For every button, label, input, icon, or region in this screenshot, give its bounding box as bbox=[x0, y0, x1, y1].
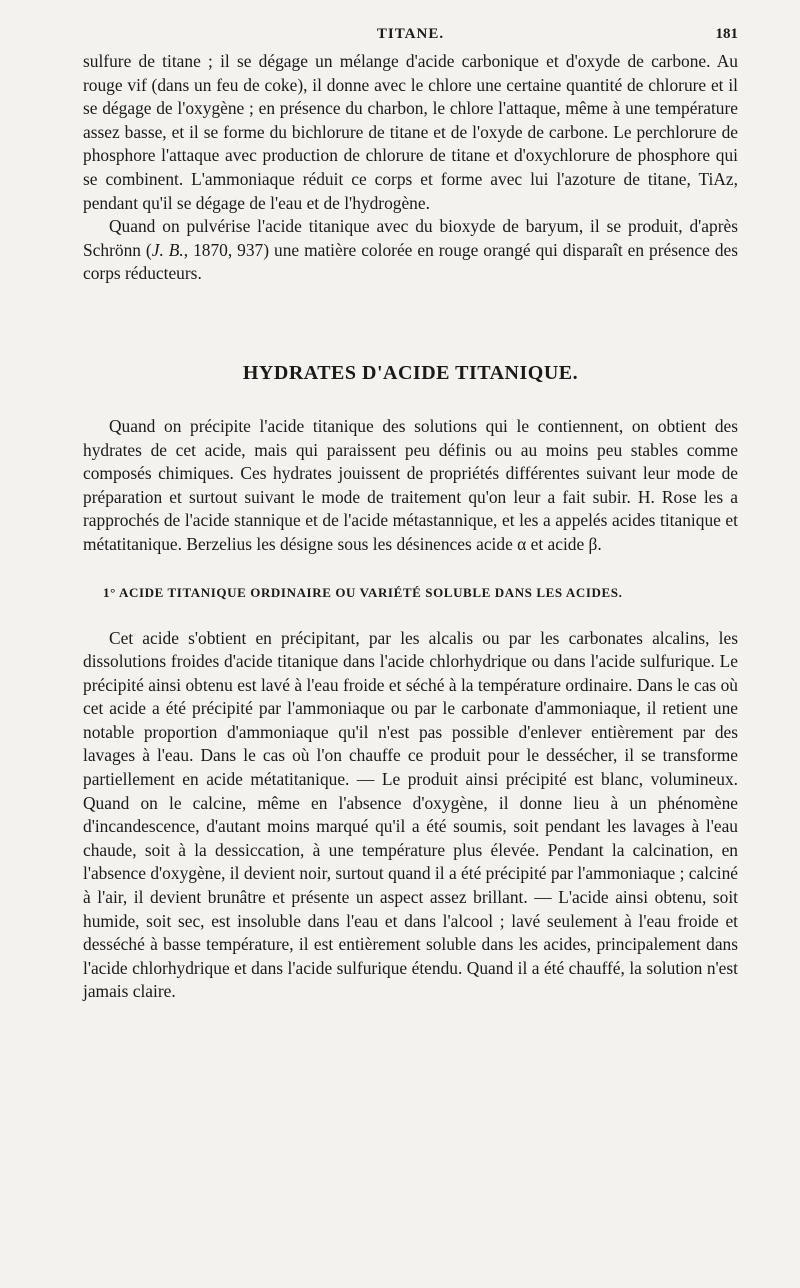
journal-reference: J. B. bbox=[151, 239, 184, 260]
subsection-paragraph: Cet acide s'obtient en précipitant, par les alcalis ou par les carbonates alcalins, les dissolutions froides d'acide titanique dans l'acide chlorhydrique ou dans l'acide sulfurique. Le précipité ainsi obtenu est lavé à l'eau froide et séché à la température ordinaire. Dans le cas où cet acide a été précipité par l'ammoniaque ou par le carbonate d'ammoniaque, il retient une notable proportion d'ammoniaque qu'il n'est pas possible d'enlever entièrement par des lavages à l'eau. Dans le cas où l'on chauffe ce produit pour le dessécher, il se transforme partiellement en acide métatitanique. — Le produit ainsi précipité est blanc, volumineux. Quand on le calcine, même en l'absence d'oxygène, il donne lieu à un phénomène d'incandescence, d'autant moins marqué qu'il a été soumis, soit pendant les lavages à l'eau chaude, soit à la dessiccation, à une température plus élevée. Pendant la calcination, en l'absence d'oxygène, il devient noir, surtout quand il a été précipité par l'ammoniaque ; calciné à l'air, il devient brunâtre et présente un aspect assez brillant. — L'acide ainsi obtenu, soit humide, soit sec, est insoluble dans l'eau et dans l'alcool ; lavé seulement à l'eau froide et desséché à basse température, il est entièrement soluble dans les acides, principalement dans l'acide chlorhydrique et dans l'acide sulfurique étendu. Quand il a été chauffé, la solution n'est jamais claire. bbox=[83, 627, 738, 1002]
paragraph-schronn-start: Quand on pulvérise l'acide titanique avec du bioxyde de baryum, il se produit, d'après Schrönn ( bbox=[83, 216, 738, 260]
paragraph-schronn bbox=[83, 215, 738, 286]
continued-text bbox=[83, 50, 738, 286]
section-intro-paragraph: Quand on précipite l'acide titanique des solutions qui le contiennent, on obtient des hydrates de cet acide, mais qui paraissent peu définis ou au moins peu stables comme composés chimiques. Ces hydrates jouissent de propriétés différentes suivant leur mode de préparation et surtout suivant le mode de traitement qu'on leur a fait subir. H. Rose les a rapprochés de l'acide stannique et de l'acide métastannique, et les a appelés acides titanique et métatitanique. Berzelius les désigne sous les désinences acide α et acide β. bbox=[83, 415, 738, 554]
paragraph-continuation: sulfure de titane ; il se dégage un mélange d'acide carbonique et d'oxyde de carbone. Au rouge vif (dans un feu de coke), il donne avec le chlore une certaine quantité de chlorure et il se dégage de l'oxygène ; en présence du charbon, le chlore l'attaque, même à une température assez basse, et il se forme du bichlorure de titane et de l'oxyde de carbone. Le perchlorure de phosphore l'attaque avec production de chlorure de titane et d'oxychlorure de phosphore qui se combinent. L'ammoniaque réduit ce corps et forme avec lui l'azoture de titane, TiAz, pendant qu'il se dégage de l'eau et de l'hydrogène. bbox=[83, 51, 738, 213]
section-title: HYDRATES D'ACIDE TITANIQUE. bbox=[242, 361, 579, 384]
subsection-title: 1° ACIDE TITANIQUE ORDINAIRE OU VARIÉTÉ SOLUBLE DANS LES ACIDES. bbox=[103, 584, 623, 600]
paragraph-schronn-end: , 1870, 937) une matière colorée en rouge orangé qui disparaît en présence des corps réducteurs. bbox=[83, 239, 739, 284]
running-header bbox=[83, 26, 738, 50]
page-number: 181 bbox=[715, 26, 738, 42]
running-title: TITANE. bbox=[376, 26, 445, 42]
book-page bbox=[83, 26, 738, 1004]
